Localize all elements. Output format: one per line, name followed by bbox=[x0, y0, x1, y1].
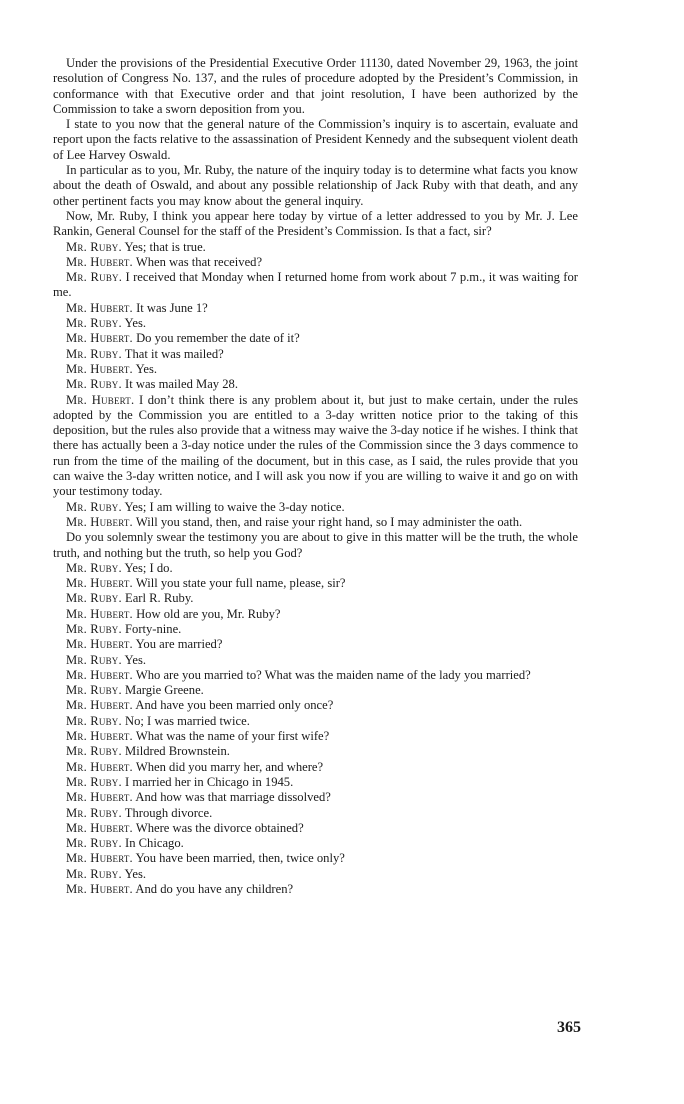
dialogue-text: Will you state your full name, please, sir? bbox=[135, 576, 346, 591]
dialogue-line bbox=[53, 362, 578, 377]
speaker-name: Mr. Hubert. bbox=[66, 331, 133, 346]
speaker-name: Mr. Hubert. bbox=[66, 254, 133, 269]
dialogue-line bbox=[53, 744, 578, 759]
dialogue-text: Yes. bbox=[124, 316, 147, 331]
dialogue-line bbox=[53, 331, 578, 346]
dialogue-text: You are married? bbox=[135, 637, 223, 652]
dialogue-line bbox=[53, 637, 578, 652]
dialogue-text: And have you been married only once? bbox=[135, 698, 334, 713]
dialogue-text: Forty-nine. bbox=[125, 621, 182, 636]
dialogue-text: Yes. bbox=[124, 866, 147, 881]
dialogue-text: When did you marry her, and where? bbox=[135, 759, 324, 774]
speaker-name: Mr. Hubert. bbox=[66, 576, 133, 591]
speaker-name: Mr. Ruby. bbox=[66, 836, 122, 851]
intro-paragraph: In particular as to you, Mr. Ruby, the nature of the inquiry today is to determine what facts you know about the death of Oswald, and about any possible relationship of Jack Ruby with that death, and any other pertinent facts you may know about the general inquiry. bbox=[53, 163, 578, 208]
dialogue-line bbox=[53, 515, 578, 530]
dialogue-line bbox=[53, 393, 578, 500]
dialogue-line bbox=[53, 775, 578, 790]
dialogue-line bbox=[53, 255, 578, 270]
dialogue-line bbox=[53, 821, 578, 836]
dialogue-text: I married her in Chicago in 1945. bbox=[125, 774, 294, 789]
dialogue-line bbox=[53, 576, 578, 591]
speaker-name: Mr. Hubert. bbox=[66, 300, 133, 315]
speaker-name: Mr. Hubert. bbox=[66, 790, 133, 805]
dialogue-line bbox=[53, 653, 578, 668]
dialogue-text: No; I was married twice. bbox=[125, 713, 250, 728]
speaker-name: Mr. Hubert. bbox=[66, 606, 133, 621]
dialogue-line bbox=[53, 882, 578, 897]
dialogue-line bbox=[53, 500, 578, 515]
speaker-name: Mr. Hubert. bbox=[66, 392, 135, 407]
dialogue-line bbox=[53, 316, 578, 331]
dialogue-line bbox=[53, 851, 578, 866]
speaker-name: Mr. Hubert. bbox=[66, 759, 133, 774]
speaker-name: Mr. Hubert. bbox=[66, 637, 133, 652]
dialogue-line bbox=[53, 240, 578, 255]
dialogue-text: Where was the divorce obtained? bbox=[135, 820, 304, 835]
dialogue-line bbox=[53, 760, 578, 775]
speaker-name: Mr. Ruby. bbox=[66, 683, 122, 698]
speaker-name: Mr. Hubert. bbox=[66, 820, 133, 835]
dialogue-text: Earl R. Ruby. bbox=[125, 591, 194, 606]
speaker-name: Mr. Hubert. bbox=[66, 361, 133, 376]
intro-paragraph: Now, Mr. Ruby, I think you appear here today by virtue of a letter addressed to you by Mr. J. Lee Rankin, General Counsel for the staff of the President’s Commission. Is that a fact, sir? bbox=[53, 208, 578, 239]
speaker-name: Mr. Ruby. bbox=[66, 652, 122, 667]
dialogue-line bbox=[53, 836, 578, 851]
speaker-name: Mr. Ruby. bbox=[66, 377, 122, 392]
dialogue-text: I received that Monday when I returned home from work about 7 p.m., it was waiting for me. bbox=[53, 270, 578, 300]
dialogue-text: Margie Greene. bbox=[125, 683, 204, 698]
speaker-name: Mr. Ruby. bbox=[66, 744, 122, 759]
dialogue-text: It was June 1? bbox=[136, 300, 208, 315]
dialogue-line bbox=[53, 622, 578, 637]
dialogue-line bbox=[53, 806, 578, 821]
dialogue-text: I don’t think there is any problem about it, but just to make certain, under the rules adopted by the Commission you are entitled to a 3-day written notice prior to the taking of this deposition, but the rules also provide that a witness may waive the 3-day notice if he wishes. I think that there has actually been a 3-day notice under the rules of the Commission since the 3 days commence to run from the time of the mailing of the document, but in this case, as I said, the rules provide that you can waive the 3-day written notice, and I will ask you now if you are willing to waive it and go on with your testimony today. bbox=[53, 392, 578, 499]
dialogue-line bbox=[53, 347, 578, 362]
speaker-name: Mr. Hubert. bbox=[66, 514, 133, 529]
transcript-page bbox=[53, 56, 578, 897]
speaker-name: Mr. Ruby. bbox=[66, 591, 122, 606]
speaker-name: Mr. Ruby. bbox=[66, 346, 122, 361]
dialogue-line bbox=[53, 729, 578, 744]
speaker-name: Mr. Hubert. bbox=[66, 882, 133, 897]
dialogue-line bbox=[53, 301, 578, 316]
dialogue-text: When was that received? bbox=[135, 254, 263, 269]
dialogue-text: Do you solemnly swear the testimony you are about to give in this matter will be the truth, the whole truth, and nothing but the truth, so help you God? bbox=[53, 530, 578, 560]
speaker-name: Mr. Hubert. bbox=[66, 851, 133, 866]
intro-section bbox=[53, 56, 578, 240]
dialogue-text: Through divorce. bbox=[124, 805, 213, 820]
dialogue-text: Yes; I am willing to waive the 3-day notice. bbox=[124, 499, 345, 514]
dialogue-text: What was the name of your first wife? bbox=[135, 729, 330, 744]
dialogue-text: Will you stand, then, and raise your right hand, so I may administer the oath. bbox=[135, 514, 523, 529]
speaker-name: Mr. Ruby. bbox=[66, 239, 122, 254]
dialogue-line bbox=[53, 683, 578, 698]
speaker-name: Mr. Ruby. bbox=[66, 560, 122, 575]
dialogue-line bbox=[53, 270, 578, 301]
dialogue-text: It was mailed May 28. bbox=[125, 377, 238, 392]
dialogue-text: Mildred Brownstein. bbox=[125, 744, 230, 759]
dialogue-text: Yes; I do. bbox=[124, 560, 173, 575]
intro-paragraph: Under the provisions of the Presidential Executive Order 11130, dated November 29, 1963, the joint resolution of Congress No. 137, and the rules of procedure adopted by the President’s Commission, in conformance with that Executive order and that joint resolution, I have been authorized by the Commission to take a sworn deposition from you. bbox=[53, 56, 578, 116]
speaker-name: Mr. Ruby. bbox=[66, 713, 122, 728]
dialogue-text: And do you have any children? bbox=[135, 882, 294, 897]
speaker-name: Mr. Hubert. bbox=[66, 729, 133, 744]
dialogue-text: That it was mailed? bbox=[124, 346, 224, 361]
dialogue-line bbox=[53, 790, 578, 805]
dialogue-line bbox=[53, 561, 578, 576]
dialogue-line bbox=[53, 714, 578, 729]
dialogue-line bbox=[53, 867, 578, 882]
speaker-name: Mr. Ruby. bbox=[66, 774, 122, 789]
dialogue-text: Yes; that is true. bbox=[124, 239, 206, 254]
speaker-name: Mr. Ruby. bbox=[66, 866, 122, 881]
dialogue-text: Who are you married to? What was the maiden name of the lady you married? bbox=[135, 667, 531, 682]
dialogue-text: Yes. bbox=[135, 361, 158, 376]
speaker-name: Mr. Ruby. bbox=[66, 316, 122, 331]
dialogue-section bbox=[53, 240, 578, 898]
speaker-name: Mr. Ruby. bbox=[66, 270, 123, 285]
dialogue-text: In Chicago. bbox=[125, 836, 184, 851]
speaker-name: Mr. Ruby. bbox=[66, 805, 122, 820]
dialogue-text: You have been married, then, twice only? bbox=[135, 851, 345, 866]
dialogue-text: Do you remember the date of it? bbox=[136, 331, 300, 346]
page-number: 365 bbox=[557, 1019, 581, 1036]
intro-paragraph: I state to you now that the general nature of the Commission’s inquiry is to ascertain, evaluate and report upon the facts relative to the assassination of President Kennedy and the subsequent violent death of Lee Harvey Oswald. bbox=[53, 117, 578, 162]
speaker-name: Mr. Hubert. bbox=[66, 667, 133, 682]
dialogue-line bbox=[53, 591, 578, 606]
speaker-name: Mr. Hubert. bbox=[66, 698, 133, 713]
dialogue-line bbox=[53, 377, 578, 392]
speaker-name: Mr. Ruby. bbox=[66, 621, 122, 636]
dialogue-line bbox=[53, 607, 578, 622]
speaker-name: Mr. Ruby. bbox=[66, 499, 122, 514]
dialogue-line bbox=[53, 668, 578, 683]
dialogue-text: And how was that marriage dissolved? bbox=[135, 790, 331, 805]
dialogue-text: How old are you, Mr. Ruby? bbox=[136, 606, 281, 621]
dialogue-line bbox=[53, 530, 578, 561]
dialogue-text: Yes. bbox=[124, 652, 147, 667]
dialogue-line bbox=[53, 698, 578, 713]
